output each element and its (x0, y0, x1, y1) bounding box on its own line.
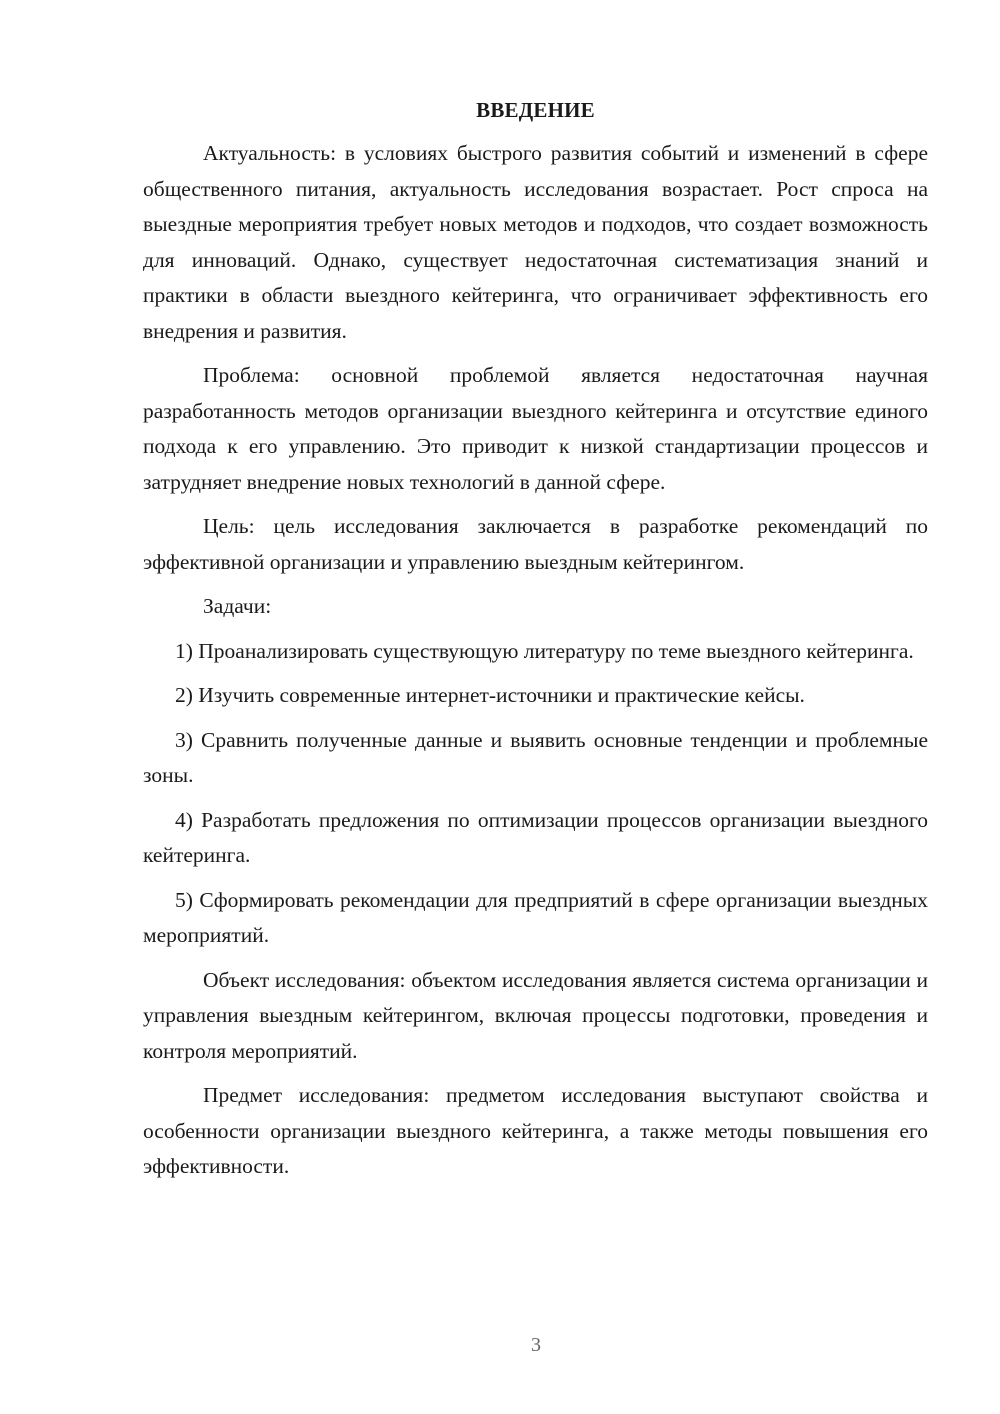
paragraph-subject: Предмет исследования: предметом исследования выступают свойства и особенности организации выездного кейтеринга, а также методы повышения его эффективности. (143, 1083, 928, 1178)
task-item-3: 3) Сравнить полученные данные и выявить основные тенденции и проблемные зоны. (143, 727, 928, 787)
task-item-2: 2) Изучить современные интернет-источники и практические кейсы. (175, 683, 805, 707)
paragraph-object: Объект исследования: объектом исследования является система организации и управления выездным кейтерингом, включая процессы подготовки, проведения и контроля мероприятий. (143, 967, 928, 1063)
task-item-4: 4) Разработать предложения по оптимизации процессов организации выездного кейтеринга. (143, 807, 928, 867)
task-item-5: 5) Сформировать рекомендации для предприятий в сфере организации выездных мероприятий. (143, 887, 928, 947)
page-number: 3 (531, 1334, 541, 1356)
tasks-heading: Задачи: (203, 594, 272, 618)
paragraph-relevance: Актуальность: в условиях быстрого развития событий и изменений в сфере общественного питания, актуальность исследования возрастает. Рост спроса на выездные мероприятия требует новых методов и подходов, что создает возможность для инноваций. Однако, существует недостаточная систематизация знаний и практики в области выездного кейтеринга, что ограничивает эффективность его внедрения и развития. (143, 141, 928, 343)
paragraph-problem: Проблема: основной проблемой является недостаточная научная разработанность методов организации выездного кейтеринга и отсутствие единого подхода к его управлению. Это приводит к низкой стандартизации процессов и затрудняет внедрение новых технологий в данной сфере. (143, 363, 928, 494)
paragraph-goal: Цель: цель исследования заключается в разработке рекомендаций по эффективной организации и управлению выездным кейтерингом. (143, 514, 928, 574)
document-page (143, 96, 928, 1194)
page-title: ВВЕДЕНИЕ (476, 98, 595, 122)
task-item-1: 1) Проанализировать существующую литературу по теме выездного кейтеринга. (175, 638, 914, 663)
